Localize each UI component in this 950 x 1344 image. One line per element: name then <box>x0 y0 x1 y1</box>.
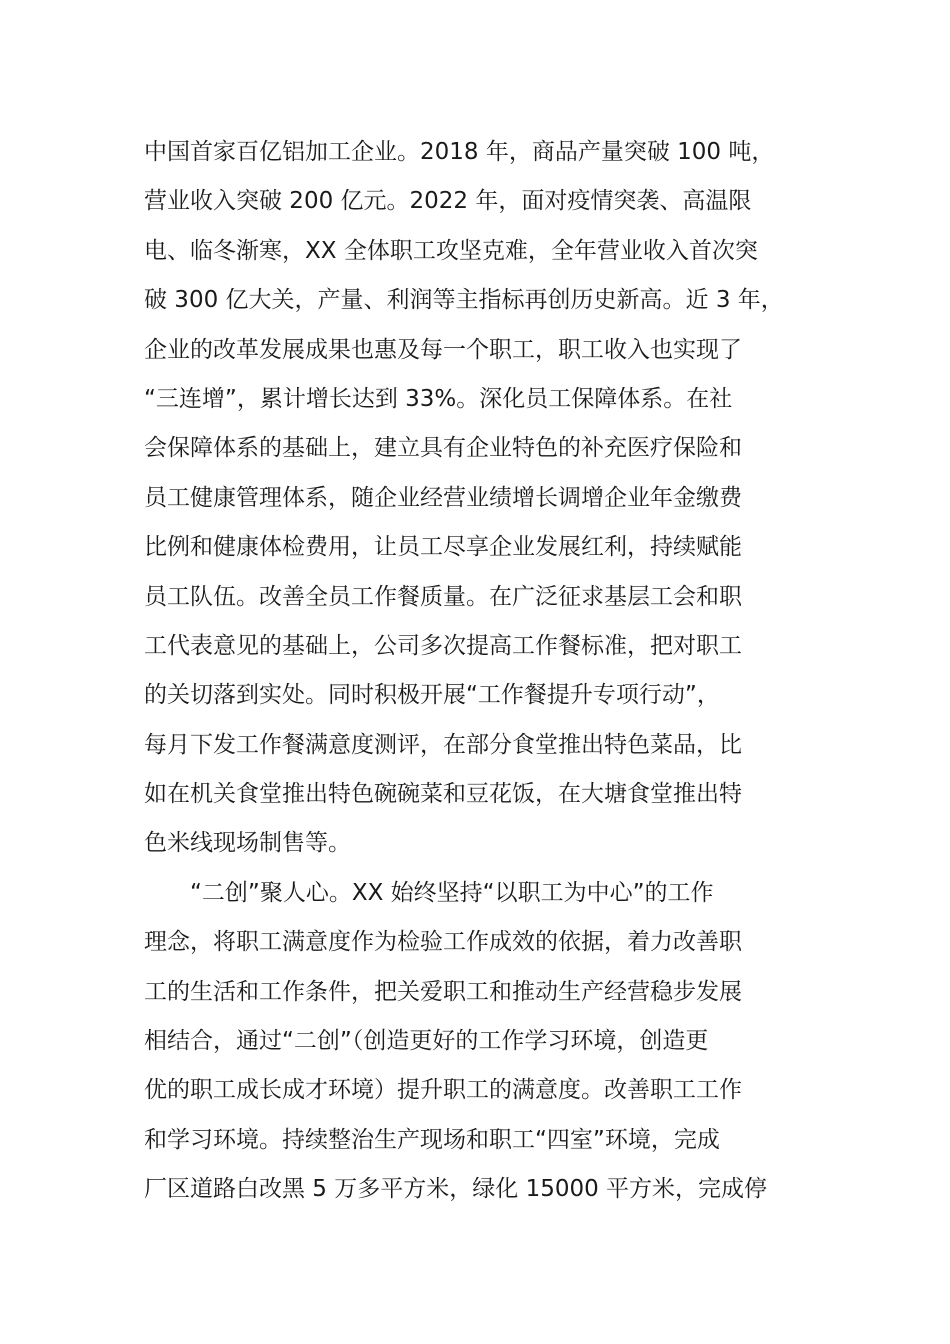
text-line: 企业的改革发展成果也惠及每一个职工，职工收入也实现了 <box>144 336 742 363</box>
text-line: 工代表意见的基础上，公司多次提高工作餐标准，把对职工 <box>144 632 742 659</box>
text-line: 比例和健康体检费用，让员工尽享企业发展红利，持续赋能 <box>144 534 742 561</box>
text-line: 员工队伍。改善全员工作餐质量。在广泛征求基层工会和职 <box>144 583 742 610</box>
text-line: 中国首家百亿铝加工企业。2018 年，商品产量突破 100 吨， <box>144 139 775 165</box>
text-line: 员工健康管理体系，随企业经营业绩增长调增企业年金缴费 <box>144 484 742 511</box>
text-line: 色米线现场制售等。 <box>144 830 351 857</box>
paragraph-2 <box>144 869 824 1215</box>
text-line: 电、临冬渐寒，XX 全体职工攻坚克难，全年营业收入首次突 <box>144 237 758 264</box>
text-line: “三连增”，累计增长达到 33%。深化员工保障体系。在社 <box>144 385 733 412</box>
text-line: 厂区道路白改黑 5 万多平方米，绿化 15000 平方米，完成停 <box>144 1176 768 1203</box>
paragraph-1 <box>144 128 824 869</box>
text-line: 会保障体系的基础上，建立具有企业特色的补充医疗保险和 <box>144 435 742 462</box>
text-line: “二创”聚人心。XX 始终坚持“以职工为中心”的工作 <box>190 879 714 906</box>
text-line: 营业收入突破 200 亿元。2022 年，面对疫情突袭、高温限 <box>144 188 752 215</box>
text-line: 理念，将职工满意度作为检验工作成效的依据，着力改善职 <box>144 929 742 956</box>
text-line: 每月下发工作餐满意度测评，在部分食堂推出特色菜品，比 <box>144 731 742 758</box>
text-line: 破 300 亿大关，产量、利润等主指标再创历史新高。近 3 年， <box>144 287 784 314</box>
text-line: 工的生活和工作条件，把关爱职工和推动生产经营稳步发展 <box>144 978 742 1005</box>
text-line: 相结合，通过“二创”（创造更好的工作学习环境，创造更 <box>144 1028 709 1055</box>
text-line: 的关切落到实处。同时积极开展“工作餐提升专项行动”， <box>144 682 720 709</box>
text-line: 优的职工成长成才环境）提升职工的满意度。改善职工工作 <box>144 1077 742 1104</box>
text-line: 如在机关食堂推出特色碗碗菜和豆花饭，在大塘食堂推出特 <box>144 781 742 808</box>
text-line: 和学习环境。持续整治生产现场和职工“四室”环境，完成 <box>144 1126 720 1153</box>
body-text <box>144 128 824 1215</box>
